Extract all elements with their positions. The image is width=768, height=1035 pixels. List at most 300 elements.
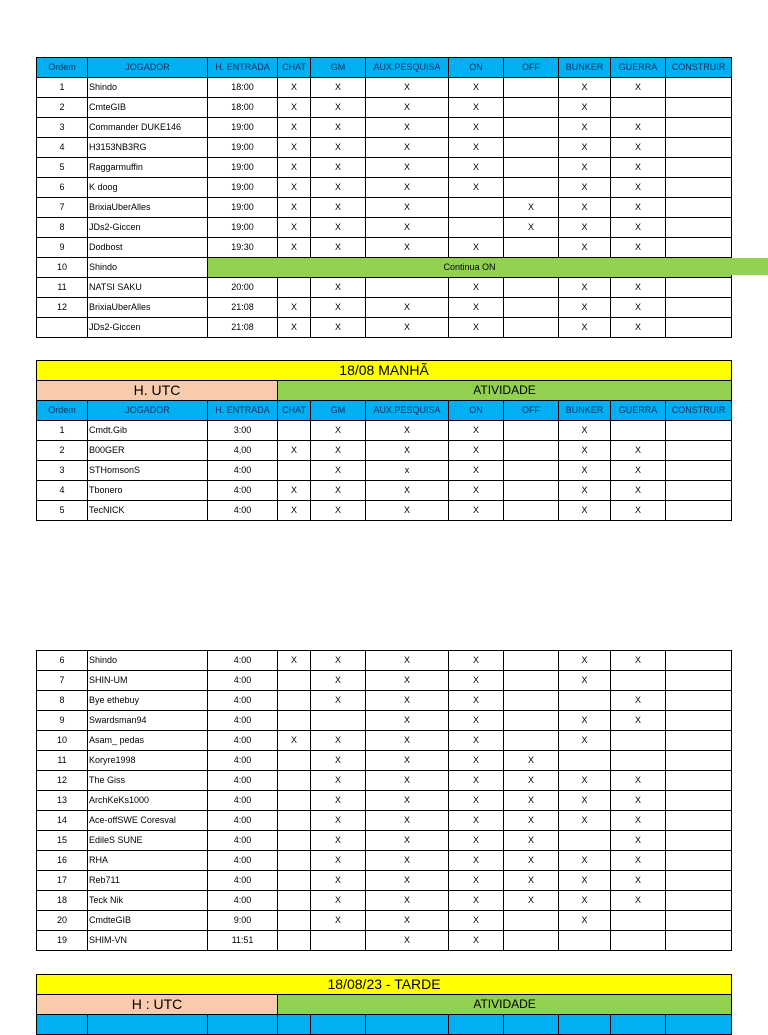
table-body	[37, 421, 732, 521]
table-row	[37, 891, 732, 911]
gm-cell: X	[311, 78, 366, 98]
table-row	[37, 911, 732, 931]
ordem-cell: 16	[37, 851, 88, 871]
hora-cell: 4,00	[208, 441, 278, 461]
table-row	[37, 931, 732, 951]
construir-cell	[666, 811, 732, 831]
table-row	[37, 138, 732, 158]
ordem-cell: 1	[37, 78, 88, 98]
bunker-cell: X	[559, 298, 611, 318]
guerra-cell	[611, 671, 666, 691]
jogador-cell: RHA	[88, 851, 208, 871]
bunker-cell: X	[559, 891, 611, 911]
ordem-cell	[37, 318, 88, 338]
jogador-cell: K doog	[88, 178, 208, 198]
bunker-cell: X	[559, 911, 611, 931]
bunker-cell: X	[559, 238, 611, 258]
bunker-cell: X	[559, 441, 611, 461]
column-header-construir: CONSTRUIR	[666, 401, 732, 421]
aux-cell: X	[366, 691, 449, 711]
guerra-cell: X	[611, 118, 666, 138]
on-cell: X	[449, 851, 504, 871]
on-cell: X	[449, 118, 504, 138]
guerra-cell: X	[611, 298, 666, 318]
aux-cell: X	[366, 771, 449, 791]
hora-cell: 3:00	[208, 421, 278, 441]
jogador-cell: Commander DUKE146	[88, 118, 208, 138]
on-cell: X	[449, 931, 504, 951]
guerra-cell: X	[611, 318, 666, 338]
on-cell: X	[449, 298, 504, 318]
off-cell	[504, 651, 559, 671]
on-cell: X	[449, 178, 504, 198]
aux-cell: x	[366, 461, 449, 481]
aux-cell	[366, 278, 449, 298]
column-header-jogador	[88, 1015, 208, 1035]
column-header-hora: H. ENTRADA	[208, 58, 278, 78]
on-cell: X	[449, 811, 504, 831]
column-header-jogador: JOGADOR	[88, 58, 208, 78]
guerra-cell: X	[611, 891, 666, 911]
hora-cell: 21:08	[208, 298, 278, 318]
on-cell: X	[449, 138, 504, 158]
table-row	[37, 481, 732, 501]
construir-cell	[666, 421, 732, 441]
ordem-cell: 15	[37, 831, 88, 851]
utc-label: H. UTC	[37, 381, 278, 401]
construir-cell	[666, 98, 732, 118]
ordem-cell: 12	[37, 771, 88, 791]
aux-cell: X	[366, 831, 449, 851]
bunker-cell: X	[559, 671, 611, 691]
chat-cell: X	[278, 178, 311, 198]
chat-cell	[278, 911, 311, 931]
column-header-construir: CONSTRUIR	[666, 58, 732, 78]
table-row	[37, 318, 732, 338]
section-title: 18/08 MANHÃ	[37, 361, 732, 381]
chat-cell: X	[278, 118, 311, 138]
aux-cell: X	[366, 711, 449, 731]
jogador-cell: NATSI SAKU	[88, 278, 208, 298]
guerra-cell: X	[611, 851, 666, 871]
on-cell: X	[449, 731, 504, 751]
table-row	[37, 421, 732, 441]
column-header-bunker	[559, 1015, 611, 1035]
guerra-cell	[611, 751, 666, 771]
on-cell: X	[449, 891, 504, 911]
table-row	[37, 461, 732, 481]
jogador-cell: Asam_ pedas	[88, 731, 208, 751]
hora-cell: 4:00	[208, 691, 278, 711]
jogador-cell: CmdteGIB	[88, 911, 208, 931]
jogador-cell: Tbonero	[88, 481, 208, 501]
chat-cell	[278, 851, 311, 871]
off-cell: X	[504, 771, 559, 791]
bunker-cell: X	[559, 731, 611, 751]
column-header-guerra: GUERRA	[611, 401, 666, 421]
ordem-cell: 12	[37, 298, 88, 318]
guerra-cell: X	[611, 278, 666, 298]
off-cell	[504, 481, 559, 501]
column-header-chat	[278, 1015, 311, 1035]
off-cell	[504, 298, 559, 318]
bunker-cell: X	[559, 421, 611, 441]
aux-cell: X	[366, 238, 449, 258]
table-row	[37, 78, 732, 98]
jogador-cell: H3153NB3RG	[88, 138, 208, 158]
column-header-guerra	[611, 1015, 666, 1035]
aux-cell: X	[366, 421, 449, 441]
chat-cell: X	[278, 78, 311, 98]
bunker-cell	[559, 751, 611, 771]
chat-cell: X	[278, 198, 311, 218]
hora-cell: 4:00	[208, 651, 278, 671]
hora-cell: 4:00	[208, 771, 278, 791]
table-row	[37, 771, 732, 791]
aux-cell: X	[366, 871, 449, 891]
gm-cell: X	[311, 198, 366, 218]
bunker-cell: X	[559, 158, 611, 178]
table-row	[37, 711, 732, 731]
hora-cell: 19:00	[208, 218, 278, 238]
hora-cell: 19:00	[208, 158, 278, 178]
aux-cell: X	[366, 891, 449, 911]
gm-cell	[311, 931, 366, 951]
column-header-ordem	[37, 1015, 88, 1035]
jogador-cell: ArchKeKs1000	[88, 791, 208, 811]
gm-cell: X	[311, 481, 366, 501]
chat-cell: X	[278, 238, 311, 258]
hora-cell: 4:00	[208, 751, 278, 771]
guerra-cell	[611, 731, 666, 751]
gm-cell: X	[311, 871, 366, 891]
ordem-cell: 5	[37, 501, 88, 521]
chat-cell	[278, 811, 311, 831]
guerra-cell	[611, 911, 666, 931]
column-header-aux: AUX.PESQUISA	[366, 58, 449, 78]
construir-cell	[666, 731, 732, 751]
ordem-cell: 18	[37, 891, 88, 911]
construir-cell	[666, 671, 732, 691]
guerra-cell: X	[611, 811, 666, 831]
table-row	[37, 501, 732, 521]
off-cell	[504, 691, 559, 711]
off-cell	[504, 461, 559, 481]
column-header-on: ON	[449, 401, 504, 421]
off-cell: X	[504, 851, 559, 871]
jogador-cell: SHIM-VN	[88, 931, 208, 951]
gm-cell: X	[311, 238, 366, 258]
gm-cell: X	[311, 811, 366, 831]
guerra-cell: X	[611, 158, 666, 178]
aux-cell: X	[366, 178, 449, 198]
aux-cell: X	[366, 911, 449, 931]
on-cell: X	[449, 771, 504, 791]
aux-cell: X	[366, 218, 449, 238]
off-cell: X	[504, 831, 559, 851]
column-header-chat: CHAT	[278, 58, 311, 78]
jogador-cell: TecNICK	[88, 501, 208, 521]
on-cell: X	[449, 421, 504, 441]
guerra-cell	[611, 421, 666, 441]
hora-cell: 4:00	[208, 831, 278, 851]
off-cell: X	[504, 871, 559, 891]
gm-cell: X	[311, 891, 366, 911]
off-cell	[504, 98, 559, 118]
gm-cell: X	[311, 441, 366, 461]
chat-cell	[278, 891, 311, 911]
table-row	[37, 198, 732, 218]
aux-cell: X	[366, 931, 449, 951]
off-cell	[504, 278, 559, 298]
gm-cell: X	[311, 318, 366, 338]
column-header-gm: GM	[311, 58, 366, 78]
construir-cell	[666, 751, 732, 771]
aux-cell: X	[366, 751, 449, 771]
column-header-gm	[311, 1015, 366, 1035]
gm-cell: X	[311, 501, 366, 521]
bunker-cell	[559, 931, 611, 951]
table-row	[37, 158, 732, 178]
chat-cell	[278, 461, 311, 481]
construir-cell	[666, 238, 732, 258]
bunker-cell: X	[559, 218, 611, 238]
guerra-cell: X	[611, 791, 666, 811]
on-cell	[449, 218, 504, 238]
table-morning	[36, 360, 732, 521]
bunker-cell: X	[559, 118, 611, 138]
construir-cell	[666, 138, 732, 158]
off-cell	[504, 138, 559, 158]
column-header-ordem: Ordem	[37, 401, 88, 421]
jogador-cell: Shindo	[88, 78, 208, 98]
chat-cell	[278, 711, 311, 731]
aux-cell: X	[366, 651, 449, 671]
jogador-cell: EdileS SUNE	[88, 831, 208, 851]
construir-cell	[666, 218, 732, 238]
bunker-cell: X	[559, 138, 611, 158]
bunker-cell: X	[559, 811, 611, 831]
aux-cell: X	[366, 98, 449, 118]
chat-cell	[278, 931, 311, 951]
gm-cell: X	[311, 138, 366, 158]
guerra-cell: X	[611, 691, 666, 711]
construir-cell	[666, 691, 732, 711]
bunker-cell: X	[559, 98, 611, 118]
gm-cell: X	[311, 278, 366, 298]
construir-cell	[666, 501, 732, 521]
chat-cell	[278, 691, 311, 711]
guerra-cell: X	[611, 501, 666, 521]
on-cell: X	[449, 98, 504, 118]
hora-cell: 19:00	[208, 118, 278, 138]
on-cell: X	[449, 791, 504, 811]
ordem-cell: 3	[37, 118, 88, 138]
hora-cell: 20:00	[208, 278, 278, 298]
jogador-cell: Dodbost	[88, 238, 208, 258]
table-row	[37, 238, 732, 258]
ordem-cell: 17	[37, 871, 88, 891]
aux-cell: X	[366, 791, 449, 811]
bunker-cell: X	[559, 278, 611, 298]
on-cell: X	[449, 671, 504, 691]
jogador-cell: CmteGIB	[88, 98, 208, 118]
ordem-cell: 11	[37, 751, 88, 771]
construir-cell	[666, 891, 732, 911]
column-header-ordem: Ordem	[37, 58, 88, 78]
ordem-cell: 4	[37, 481, 88, 501]
on-cell: X	[449, 238, 504, 258]
bunker-cell: X	[559, 771, 611, 791]
table-row	[37, 751, 732, 771]
chat-cell: X	[278, 731, 311, 751]
guerra-cell: X	[611, 198, 666, 218]
construir-cell	[666, 831, 732, 851]
ordem-cell: 7	[37, 198, 88, 218]
on-cell: X	[449, 441, 504, 461]
on-cell: X	[449, 831, 504, 851]
bunker-cell: X	[559, 501, 611, 521]
chat-cell: X	[278, 218, 311, 238]
chat-cell	[278, 751, 311, 771]
construir-cell	[666, 871, 732, 891]
header-row	[37, 401, 732, 421]
hora-cell: 4:00	[208, 711, 278, 731]
chat-cell	[278, 278, 311, 298]
chat-cell: X	[278, 481, 311, 501]
ordem-cell: 14	[37, 811, 88, 831]
table-row	[37, 691, 732, 711]
continua-on-cell: Continua ON	[208, 258, 732, 278]
bunker-cell: X	[559, 198, 611, 218]
construir-cell	[666, 711, 732, 731]
jogador-cell: JDs2-Giccen	[88, 318, 208, 338]
column-header-hora: H. ENTRADA	[208, 401, 278, 421]
hora-cell: 19:00	[208, 198, 278, 218]
gm-cell: X	[311, 751, 366, 771]
on-cell: X	[449, 651, 504, 671]
aux-cell: X	[366, 78, 449, 98]
guerra-cell: X	[611, 178, 666, 198]
construir-cell	[666, 461, 732, 481]
aux-cell: X	[366, 501, 449, 521]
table-row	[37, 278, 732, 298]
column-header-off: OFF	[504, 401, 559, 421]
guerra-cell: X	[611, 218, 666, 238]
off-cell	[504, 911, 559, 931]
jogador-cell: Shindo	[88, 258, 208, 278]
chat-cell: X	[278, 158, 311, 178]
ordem-cell: 10	[37, 258, 88, 278]
guerra-cell: X	[611, 78, 666, 98]
ordem-cell: 8	[37, 218, 88, 238]
hora-cell: 19:30	[208, 238, 278, 258]
hora-cell: 19:00	[208, 178, 278, 198]
chat-cell	[278, 421, 311, 441]
column-header-bunker: BUNKER	[559, 401, 611, 421]
hora-cell: 9:00	[208, 911, 278, 931]
gm-cell: X	[311, 651, 366, 671]
header-row-partial	[37, 1015, 732, 1035]
jogador-cell: The Giss	[88, 771, 208, 791]
off-cell	[504, 671, 559, 691]
off-cell: X	[504, 811, 559, 831]
guerra-cell: X	[611, 871, 666, 891]
chat-cell: X	[278, 441, 311, 461]
bunker-cell: X	[559, 651, 611, 671]
table-row	[37, 258, 732, 278]
construir-cell	[666, 278, 732, 298]
jogador-cell: Bye ethebuy	[88, 691, 208, 711]
construir-cell	[666, 441, 732, 461]
table-row	[37, 871, 732, 891]
guerra-cell: X	[611, 771, 666, 791]
gm-cell: X	[311, 691, 366, 711]
construir-cell	[666, 651, 732, 671]
aux-cell: X	[366, 158, 449, 178]
jogador-cell: BrixiaUberAlles	[88, 298, 208, 318]
chat-cell	[278, 831, 311, 851]
section-title: 18/08/23 - TARDE	[37, 975, 732, 995]
guerra-cell: X	[611, 441, 666, 461]
on-cell: X	[449, 871, 504, 891]
construir-cell	[666, 298, 732, 318]
table-row	[37, 651, 732, 671]
gm-cell: X	[311, 298, 366, 318]
hora-cell: 4:00	[208, 791, 278, 811]
aux-cell: X	[366, 731, 449, 751]
gm-cell: X	[311, 831, 366, 851]
gm-cell: X	[311, 671, 366, 691]
off-cell	[504, 318, 559, 338]
column-header-on: ON	[449, 58, 504, 78]
aux-cell: X	[366, 671, 449, 691]
table-evening	[36, 57, 732, 338]
off-cell: X	[504, 791, 559, 811]
on-cell: X	[449, 691, 504, 711]
off-cell: X	[504, 198, 559, 218]
on-cell: X	[449, 501, 504, 521]
chat-cell: X	[278, 501, 311, 521]
off-cell	[504, 731, 559, 751]
chat-cell	[278, 671, 311, 691]
column-header-jogador: JOGADOR	[88, 401, 208, 421]
aux-cell: X	[366, 198, 449, 218]
chat-cell: X	[278, 298, 311, 318]
aux-cell: X	[366, 441, 449, 461]
jogador-cell: STHomsonS	[88, 461, 208, 481]
ordem-cell: 6	[37, 651, 88, 671]
ordem-cell: 20	[37, 911, 88, 931]
jogador-cell: Raggarmuffin	[88, 158, 208, 178]
ordem-cell: 8	[37, 691, 88, 711]
hora-cell: 4:00	[208, 871, 278, 891]
off-cell: X	[504, 218, 559, 238]
on-cell: X	[449, 481, 504, 501]
hora-cell: 11:51	[208, 931, 278, 951]
guerra-cell: X	[611, 651, 666, 671]
hora-cell: 4:00	[208, 891, 278, 911]
bunker-cell: X	[559, 851, 611, 871]
on-cell: X	[449, 78, 504, 98]
atividade-label: ATIVIDADE	[278, 995, 732, 1015]
table-row	[37, 731, 732, 751]
table-row	[37, 118, 732, 138]
column-header-hora	[208, 1015, 278, 1035]
off-cell	[504, 711, 559, 731]
chat-cell: X	[278, 138, 311, 158]
chat-cell: X	[278, 98, 311, 118]
